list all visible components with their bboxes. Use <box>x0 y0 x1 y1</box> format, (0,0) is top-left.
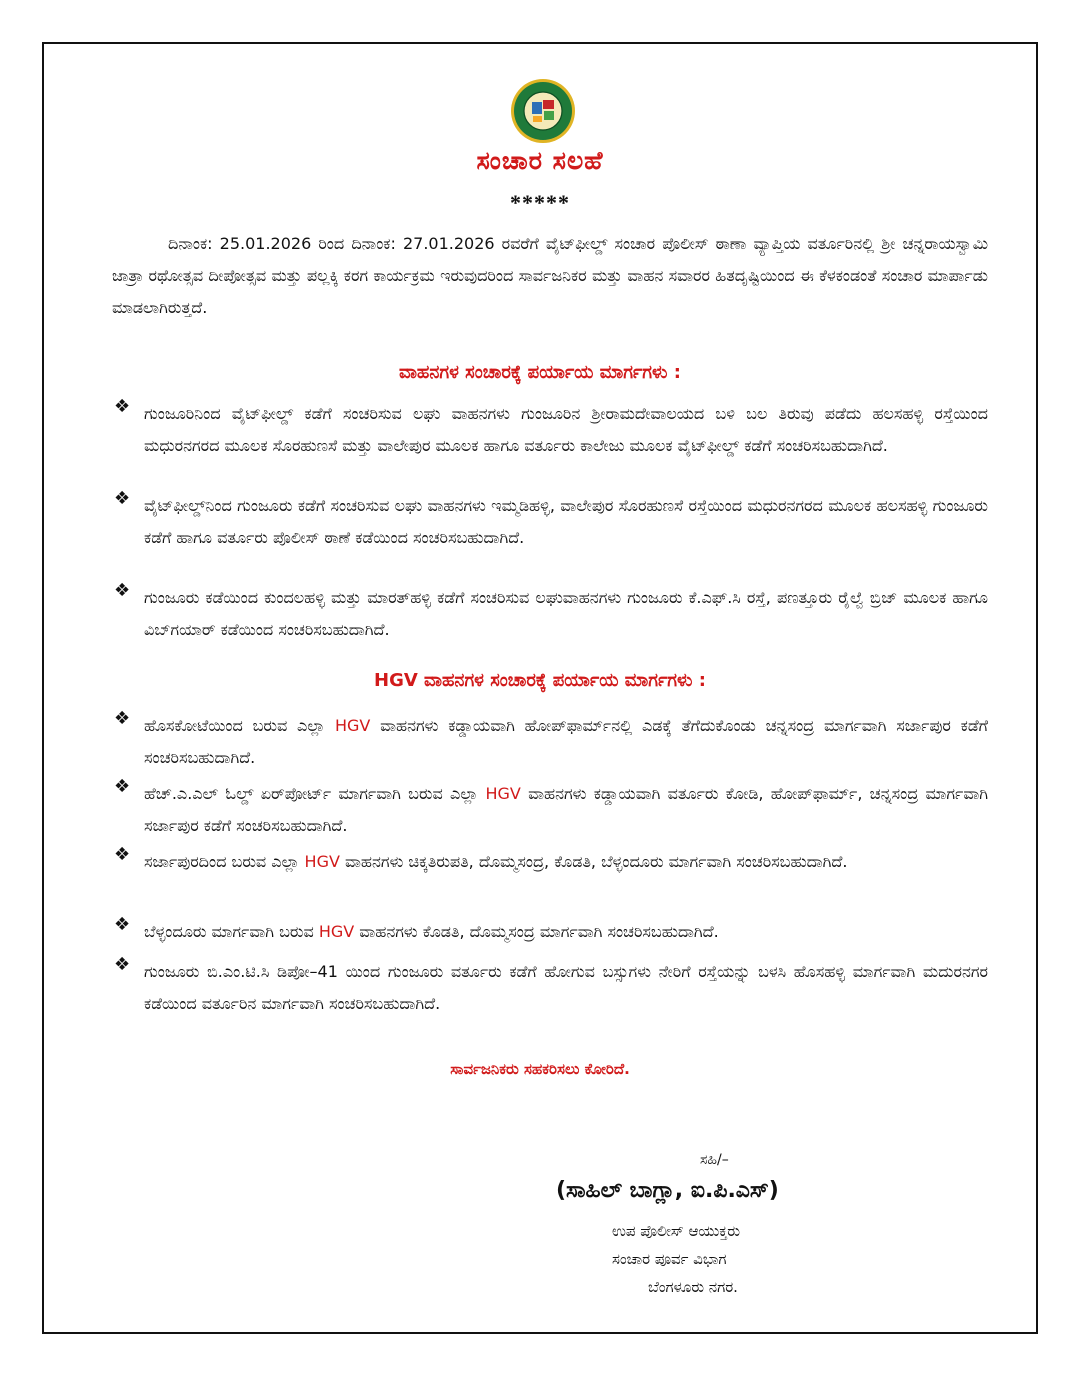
document-title: ಸಂಚಾರ ಸಲಹೆ <box>476 146 604 175</box>
title-separator: ***** <box>510 190 570 215</box>
bullet-diamond-icon: ❖ <box>114 580 131 601</box>
designation-line: ಸಂಚಾರ ಪೂರ್ವ ವಿಭಾಗ <box>612 1250 727 1268</box>
list-item-text: ವೈಟ್‌ಫೀಲ್ಡ್‌ನಿಂದ ಗುಂಜೂರು ಕಡೆಗೆ ಸಂಚರಿಸುವ ಲಘು ವಾಹನಗಳು ಇಮ್ಮಡಿಹಳ್ಳಿ, ವಾಲೇಪುರ ಸೊರಹುಣಸೆ ರಸ್ತೆಯಿಂದ ಮಧುರನಗರದ ಮೂಲಕ ಹಲಸಹಳ್ಳಿ ಗುಂಜೂರು ಕಡೆಗೆ ಹಾಗೂ ವರ್ತೂರು ಪೊಲೀಸ್ ಠಾಣೆ ಕಡೆಯಿಂದ ಸಂಚರಿಸಬಹುದಾಗಿದೆ. <box>144 496 988 547</box>
designation-line: ಬೆಂಗಳೂರು ನಗರ. <box>648 1278 738 1296</box>
bullet-diamond-icon: ❖ <box>114 844 131 865</box>
list-item-text: ಗುಂಜೂರು ಬಿ.ಎಂ.ಟಿ.ಸಿ ಡಿಪೋ–41 ಯಿಂದ ಗುಂಜೂರು ವರ್ತೂರು ಕಡೆಗೆ ಹೋಗುವ ಬಸ್ಸುಗಳು ನೇರಿಗೆ ರಸ್ತೆಯನ್ನು ಬಳಸಿ ಹೊಸಹಳ್ಳಿ ಮಾರ್ಗವಾಗಿ ಮದುರನಗರ ಕಡೆಯಿಂದ ವರ್ತೂರಿನ ಮಾರ್ಗವಾಗಿ ಸಂಚರಿಸಬಹುದಾಗಿದೆ. <box>144 962 988 1013</box>
intro-paragraph <box>112 228 988 324</box>
list-item-text: ಬೆಳ್ಳಂದೂರು ಮಾರ್ಗವಾಗಿ ಬರುವ HGV ವಾಹನಗಳು ಕೊಡತಿ, ದೊಮ್ಮಸಂದ್ರ ಮಾರ್ಗವಾಗಿ ಸಂಚರಿಸಬಹುದಾಗಿದೆ. <box>144 922 719 941</box>
bullet-diamond-icon: ❖ <box>114 776 131 797</box>
list-item-text: ಹೆಚ್.ಎ.ಎಲ್ ಓಲ್ಡ್ ಏರ್‌ಪೋರ್ಟ್ ಮಾರ್ಗವಾಗಿ ಬರುವ ಎಲ್ಲಾ HGV ವಾಹನಗಳು ಕಡ್ಡಾಯವಾಗಿ ವರ್ತೂರು ಕೋಡಿ, ಹೋಪ್‌ಫಾರ್ಮ್, ಚನ್ನಸಂದ್ರ ಮಾರ್ಗವಾಗಿ ಸರ್ಜಾಪುರ ಕಡೆಗೆ ಸಂಚರಿಸಬಹುದಾಗಿದೆ. <box>144 784 989 835</box>
signature-mark: ಸಹಿ/– <box>700 1152 729 1168</box>
section2-heading-hgv: HGV <box>374 670 418 691</box>
bullet-diamond-icon: ❖ <box>114 954 131 975</box>
list-item-text: ಸರ್ಜಾಪುರದಿಂದ ಬರುವ ಎಲ್ಲಾ HGV ವಾಹನಗಳು ಚಿಕ್ಕತಿರುಪತಿ, ದೊಮ್ಮಸಂದ್ರ, ಕೊಡತಿ, ಬೆಳ್ಳಂದೂರು ಮಾರ್ಗವಾಗಿ ಸಂಚರಿಸಬಹುದಾಗಿದೆ. <box>144 852 848 871</box>
closing-request: ಸಾರ್ವಜನಿಕರು ಸಹಕರಿಸಲು ಕೋರಿದೆ. <box>450 1060 630 1078</box>
bullet-diamond-icon: ❖ <box>114 488 131 509</box>
signatory-name: (ಸಾಹಿಲ್ ಬಾಗ್ಲಾ, ಐ.ಪಿ.ಎಸ್) <box>556 1178 779 1203</box>
hgv-highlight: HGV <box>318 922 355 941</box>
hgv-highlight: HGV <box>485 784 521 803</box>
intro-text: ದಿನಾಂಕ: 25.01.2026 ರಿಂದ ದಿನಾಂಕ: 27.01.2026 ರವರೆಗೆ ವೈಟ್‌ಫೀಲ್ಡ್ ಸಂಚಾರ ಪೊಲೀಸ್ ಠಾಣಾ ವ್ಯಾಪ್ತಿಯ ವರ್ತೂರಿನಲ್ಲಿ ಶ್ರೀ ಚನ್ನರಾಯಸ್ವಾಮಿ ಜಾತ್ರಾ ರಥೋತ್ಸವ ದೀಪೋತ್ಸವ ಮತ್ತು ಪಲ್ಲಕ್ಕಿ ಕರಗ ಕಾರ್ಯಕ್ರಮ ಇರುವುದರಿಂದ ಸಾರ್ವಜನಿಕರ ಮತ್ತು ವಾಹನ ಸವಾರರ ಹಿತದೃಷ್ಟಿಯಿಂದ ಈ ಕೆಳಕಂಡಂತೆ ಸಂಚಾರ ಮಾರ್ಪಾಡು ಮಾಡಲಾಗಿರುತ್ತದೆ. <box>112 234 988 317</box>
section2-heading-text: ವಾಹನಗಳ ಸಂಚಾರಕ್ಕೆ ಪರ್ಯಾಯ ಮಾರ್ಗಗಳು : <box>417 670 706 691</box>
bullet-diamond-icon: ❖ <box>114 708 131 729</box>
designation-line: ಉಪ ಪೊಲೀಸ್ ಆಯುಕ್ತರು <box>612 1222 740 1240</box>
hgv-highlight: HGV <box>334 716 371 735</box>
hgv-highlight: HGV <box>304 852 340 871</box>
section2-heading <box>0 670 1080 691</box>
bengaluru-traffic-police-emblem-icon <box>510 78 576 144</box>
bullet-diamond-icon: ❖ <box>114 914 131 935</box>
bullet-diamond-icon: ❖ <box>114 396 131 417</box>
list-item-text: ಗುಂಜೂರು ಕಡೆಯಿಂದ ಕುಂದಲಹಳ್ಳಿ ಮತ್ತು ಮಾರತ್‌ಹಳ್ಳಿ ಕಡೆಗೆ ಸಂಚರಿಸುವ ಲಘುವಾಹನಗಳು ಗುಂಜೂರು ಕೆ.ಎಫ್.ಸಿ ರಸ್ತೆ, ಪಣತ್ತೂರು ರೈಲ್ವೆ ಬ್ರಿಜ್ ಮೂಲಕ ಹಾಗೂ ವಿಬ್‌ಗಯಾರ್ ಕಡೆಯಿಂದ ಸಂಚರಿಸಬಹುದಾಗಿದೆ. <box>144 588 988 639</box>
list-item-text: ಗುಂಜೂರಿನಿಂದ ವೈಟ್‌ಫೀಲ್ಡ್ ಕಡೆಗೆ ಸಂಚರಿಸುವ ಲಘು ವಾಹನಗಳು ಗುಂಜೂರಿನ ಶ್ರೀರಾಮದೇವಾಲಯದ ಬಳಿ ಬಲ ತಿರುವು ಪಡೆದು ಹಲಸಹಳ್ಳಿ ರಸ್ತೆಯಿಂದ ಮಧುರನಗರದ ಮೂಲಕ ಸೊರಹುಣಸೆ ಮತ್ತು ವಾಲೇಪುರ ಮೂಲಕ ಹಾಗೂ ವರ್ತೂರು ಕಾಲೇಜು ಮೂಲಕ ವೈಟ್‌ಫೀಲ್ಡ್ ಕಡೆಗೆ ಸಂಚರಿಸಬಹುದಾಗಿದೆ. <box>144 404 988 455</box>
list-item-text: ಹೊಸಕೋಟೆಯಿಂದ ಬರುವ ಎಲ್ಲಾ HGV ವಾಹನಗಳು ಕಡ್ಡಾಯವಾಗಿ ಹೋಪ್‌ಫಾರ್ಮ್‌ನಲ್ಲಿ ಎಡಕ್ಕೆ ತೆಗೆದುಕೊಂಡು ಚನ್ನಸಂದ್ರ ಮಾರ್ಗವಾಗಿ ಸರ್ಜಾಪುರ ಕಡೆಗೆ ಸಂಚರಿಸಬಹುದಾಗಿದೆ. <box>144 716 988 767</box>
section1-heading: ವಾಹನಗಳ ಸಂಚಾರಕ್ಕೆ ಪರ್ಯಾಯ ಮಾರ್ಗಗಳು : <box>399 362 681 383</box>
